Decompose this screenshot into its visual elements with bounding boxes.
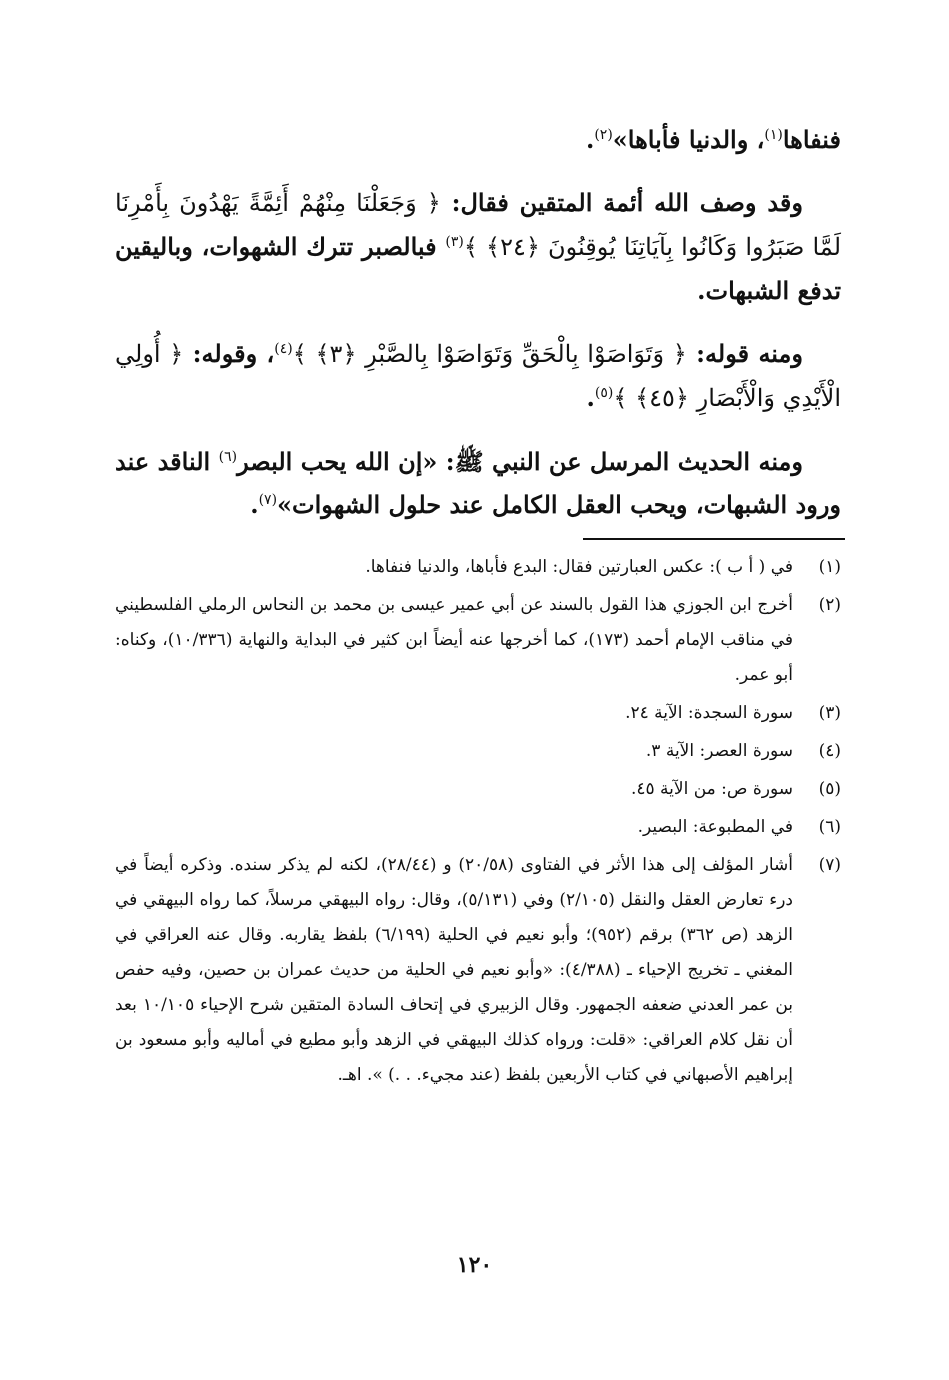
paragraph-3 [115,332,841,420]
paragraph-2 [115,181,841,312]
paragraph-1 [115,118,841,161]
footnote-text: في المطبوعة: البصير. [637,817,793,837]
footnote-number: (٣) [818,703,841,723]
text-segment: . [585,125,595,154]
text-segment: فبالصبر تترك الشهوات، وباليقين تدفع الشبهات. [115,232,841,305]
footnote-text: سورة ص: من الآية ٤٥. [630,779,793,799]
footnote-item [115,696,841,731]
footnote-ref[interactable]: (١) [764,127,783,143]
footnote-item [115,772,841,807]
text-segment: . [586,383,595,412]
footnote-number: (٧) [818,855,841,875]
text-segment: ومنه الحديث المرسل عن النبي ﷺ: «إن الله يحب البصر [237,447,804,476]
footnote-ref[interactable]: (٥) [594,385,614,401]
footnote-item [115,810,841,845]
text-segment: وقد وصف الله أئمة المتقين فقال: [440,188,803,217]
footnote-number: (٢) [818,595,841,615]
quran-verse: ﴿ وَجَعَلْنَا مِنْهُمْ أَئِمَّةً يَهْدُونَ بِأَمْرِنَا لَمَّا صَبَرُوا وَكَانُوا بِآيَاتِنَا يُوقِنُونَ ﴿٢٤﴾ ﴾ [115,189,842,261]
page-number: ١٢٠ [456,1252,493,1278]
footnote-ref[interactable]: (٢) [594,127,613,143]
quran-verse: ﴿ وَتَوَاصَوْا بِالْحَقِّ وَتَوَاصَوْا بِالصَّبْرِ ﴿٣﴾ ﴾ [292,340,687,368]
text-segment: ، وقوله: [183,339,275,368]
text-segment: ومنه قوله: [686,339,803,368]
text-segment: ، والدنيا فأباها» [612,125,765,154]
footnote-text: أخرج ابن الجوزي هذا القول بالسند عن أبي عمير عيسى بن محمد بن النحاس الرملي الفلسطيني في مناقب الإمام أحمد (١٧٣)، كما أخرجها عنه أيضاً ابن كثير في البداية والنهاية (١٠/٣٣٦)، وكناه: أبو عمر. [115,595,793,685]
footnote-ref[interactable]: (٧) [258,492,278,508]
text-segment: . [250,490,259,519]
footnote-item [115,734,841,769]
footnotes [115,550,841,1096]
footnote-ref[interactable]: (٦) [218,449,238,465]
footnote-item [115,550,841,585]
footnote-text: سورة العصر: الآية ٣. [645,741,793,761]
footnote-number: (٤) [818,741,841,761]
footnote-number: (٦) [818,817,841,837]
footnote-text: أشار المؤلف إلى هذا الأثر في الفتاوى (٢٠/٥٨) و (٢٨/٤٤)، لكنه لم يذكر سنده. وذكره أيضاً في درء تعارض العقل والنقل (٢/١٠٥) وفي (٥/١٣١)، وقال: رواه البيهقي مرسلاً، كما رواه البيهقي في الزهد (ص ٣٦٢) برقم (٩٥٢)؛ وأبو نعيم في الحلية (٦/١٩٩) بلفظ يقاربه. وقال عنه العراقي في المغني ـ تخريج الإحياء ـ (٤/٣٨٨): «وأبو نعيم في الحلية من حديث عمران بن حصين، وفيه حفص بن عمر العدني ضعفه الجمهور. وقال الزبيري في إتحاف السادة المتقين شرح الإحياء ١٠/١٠٥ بعد أن نقل كلام العراقي: «قلت: ورواه كذلك البيهقي في الزهد وأبو مطيع في أماليه وأبو مسعود بن إبراهيم الأصبهاني في كتاب الأربعين بلفظ (عند مجيء. . .) ». اهـ. [115,855,794,1085]
text-segment: الناقد عند ورود الشبهات، ويحب العقل الكامل عند حلول الشهوات» [115,447,841,519]
footnote-ref[interactable]: (٣) [445,234,464,250]
footnote-text: سورة السجدة: الآية ٢٤. [625,703,793,723]
footnote-item [115,588,841,693]
footnote-text: في ( أ ب ): عكس العبارتين فقال: البدع فأباها، والدنيا فنفاها. [365,557,793,577]
paragraph-4 [115,440,841,526]
text-segment: فنفاها [782,125,841,154]
quran-verse: ﴿ أُولِي الْأَيْدِي وَالْأَبْصَارِ ﴿٤٥﴾ ﴾ [115,340,841,412]
footnote-divider [583,538,845,540]
footnote-ref[interactable]: (٤) [274,341,293,357]
footnote-number: (١) [818,557,841,577]
main-text [115,118,841,546]
footnote-item [115,848,841,1093]
footnote-number: (٥) [818,779,841,799]
